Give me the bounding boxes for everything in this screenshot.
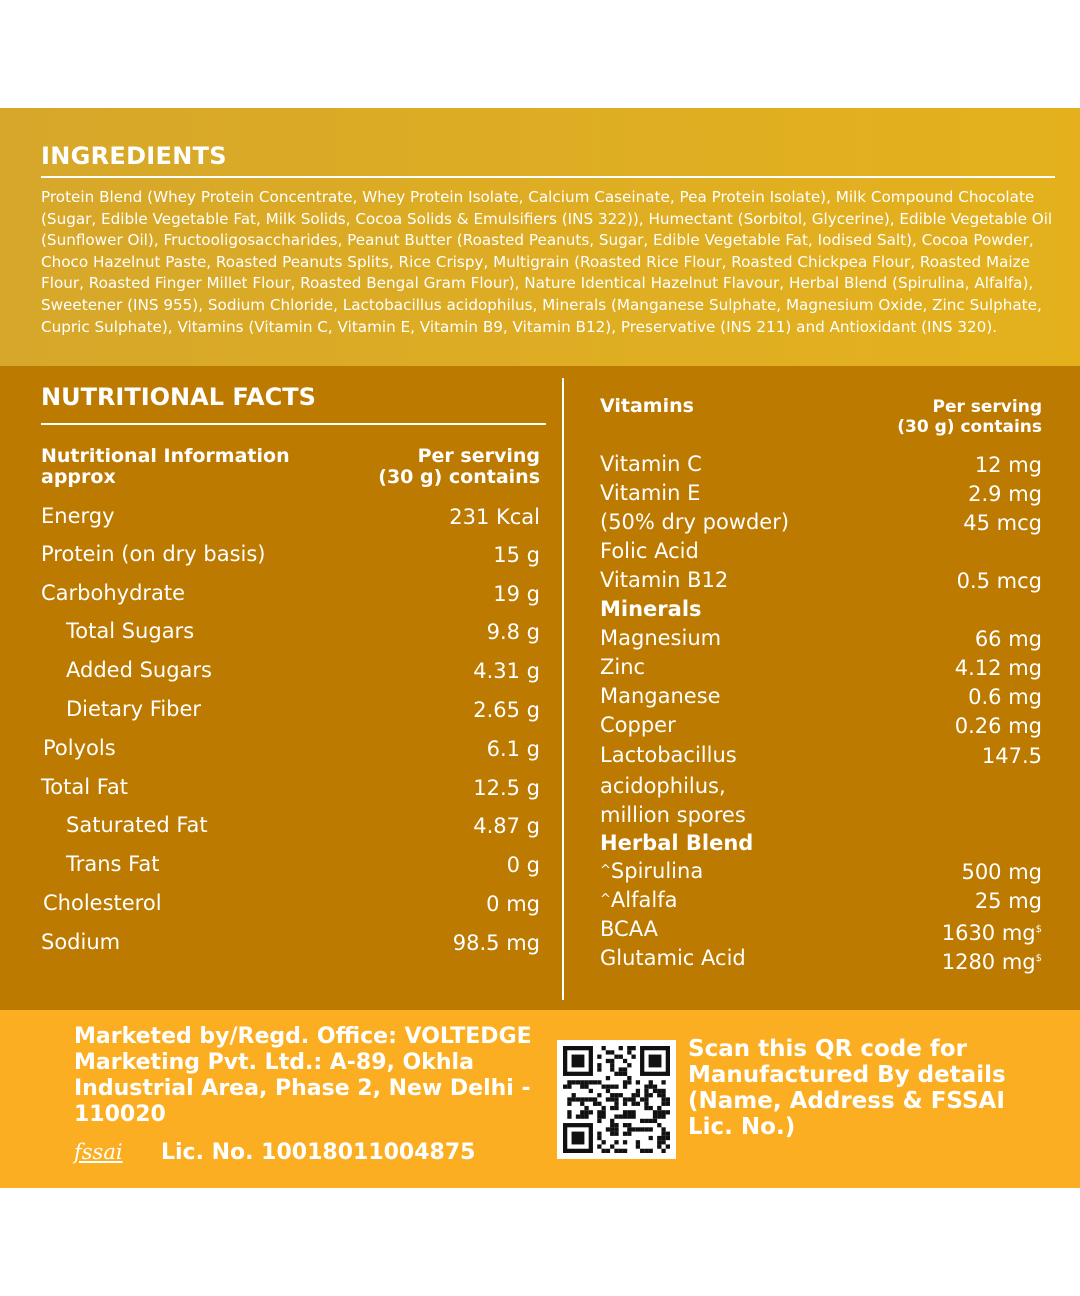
license-number: Lic. No. 10018011004875 [161,1140,476,1165]
nutrition-row-label: Energy [41,504,115,528]
dollar-mark: $ [1035,953,1042,964]
herbal-row-text: Glutamic Acid [600,946,746,970]
nutrition-row-value: 9.8 g [486,620,540,644]
nutrition-row-value: 15 g [493,543,540,567]
vitamin-row-value: 25 mg [974,889,1042,913]
herbal-row-text: Alfalfa [610,888,678,912]
vitamin-row-label: Vitamin C [600,452,702,476]
vitamin-row-value: 147.5 [981,744,1042,768]
nutrition-row-value: 98.5 mg [452,931,540,955]
nutrition-row-label: Carbohydrate [41,581,186,605]
vitamin-row-value: 1280 mg$ [941,950,1042,974]
vitamin-row-label: Vitamin E [600,481,701,505]
vitamin-row-value: 12 mg [974,453,1042,477]
vitamin-row-label: Folic Acid [600,539,699,563]
nutrition-header-label: Nutritional Information approx [41,445,290,488]
nutrition-row-value: 12.5 g [473,776,540,800]
vitamin-row-value: 0.5 mcg [956,569,1042,593]
vitamins-title: Vitamins [600,395,694,417]
nutrition-row-value: 231 Kcal [449,505,540,529]
qr-instruction-text: Scan this QR code for Manufactured By details (Name, Address & FSSAI Lic. No.) [688,1036,1006,1140]
nutritional-facts-title: NUTRITIONAL FACTS [41,383,316,411]
ingredients-underline [41,176,1055,178]
nutrition-row-value: 2.65 g [473,698,540,722]
vitamin-row-label: Copper [600,713,676,737]
nutrition-row-label: Dietary Fiber [66,697,202,721]
vitamin-row-value: 0.6 mg [968,685,1042,709]
nutrition-row-label: Polyols [43,736,116,760]
column-divider [562,378,564,1000]
vitamin-row-value: 500 mg [961,860,1042,884]
vitamin-row-value: 1630 mg$ [941,921,1042,945]
herbal-row-text: Spirulina [610,859,704,883]
nutrition-row-value: 4.31 g [473,659,540,683]
section-heading: Minerals [600,597,702,621]
ingredients-title: INGREDIENTS [41,142,227,170]
nutrition-row-label: Added Sugars [66,658,212,682]
nutrition-row-value: 19 g [493,582,540,606]
vitamin-row-label: million spores [600,803,746,827]
ingredients-text: Protein Blend (Whey Protein Concentrate, Whey Protein Isolate, Calcium Caseinate, Pea Protein Isolate), Milk Compound Chocolate (Sugar, Edible Vegetable Fat, Milk Solids, Cocoa Solids & Emulsifiers (INS 322)), Humectant (Sorbitol, Glycerine), Edible Vegetable Oil (Sunflower Oil), Fructooligosaccharides, Peanut Butter (Roasted Peanuts, Sugar, Edible Vegetable Fat, Iodised Salt), Cocoa Powder, Choco Hazelnut Paste, Roasted Peanuts Splits, Rice Crispy, Multigrain (Roasted Rice Flour, Roasted Chickpea Flour, Roasted Maize Flour, Roasted Finger Millet Flour, Roasted Bengal Gram Flour), Nature Identical Hazelnut Flavour, Herbal Blend (Spirulina, Alfalfa), Sweetener (INS 955), Sodium Chloride, Lactobacillus acidophilus, Minerals (Manganese Sulphate, Magnesium Oxide, Zinc Sulphate, Cupric Sulphate), Vitamins (Vitamin C, Vitamin E, Vitamin B9, Vitamin B12), Preservative (INS 211) and Antioxidant (INS 320). [41,188,1053,336]
nutrition-row-label: Trans Fat [66,852,160,876]
nutrition-header-value: Per serving (30 g) contains [378,445,540,488]
vitamin-row-label: Vitamin B12 [600,568,729,592]
vitamin-row-label: Manganese [600,684,721,708]
vitamin-row-label: Zinc [600,655,646,679]
nutrition-row-label: Total Sugars [66,619,195,643]
qr-code[interactable] [557,1040,676,1159]
vitamin-row-value: 2.9 mg [968,482,1042,506]
vitamin-row-label: Lactobacillus [600,743,737,767]
vitamin-row-label: Magnesium [600,626,722,650]
caret-mark: ^ [600,863,611,878]
nutrition-row-label: Sodium [41,930,121,954]
nutrition-row-value: 0 mg [486,892,540,916]
nutrition-row-label: Total Fat [41,775,128,799]
vitamin-row-label: (50% dry powder) [600,510,790,534]
vitamin-row-value: 0.26 mg [954,714,1042,738]
nutrition-row-value: 4.87 g [473,814,540,838]
vitamin-row-value: 4.12 mg [954,656,1042,680]
vitamin-row-value: 45 mcg [963,511,1042,535]
herbal-row-label [600,946,746,970]
nutrition-row-label: Cholesterol [43,891,162,915]
herbal-row-text: BCAA [600,917,659,941]
vitamin-row-value: 66 mg [974,627,1042,651]
herbal-row-label [600,859,703,883]
caret-mark: ^ [600,892,611,907]
herbal-row-label [600,888,677,912]
section-heading: Herbal Blend [600,831,754,855]
herbal-row-label [600,917,658,941]
fssai-logo: fssai [74,1140,123,1164]
vitamin-row-label: acidophilus, [600,774,726,798]
nutrition-row-value: 0 g [506,853,540,877]
qr-code-icon [563,1046,670,1153]
marketed-by-text: Marketed by/Regd. Office: VOLTEDGE Marketing Pvt. Ltd.: A-89, Okhla Industrial Area, Phase 2, New Delhi - 110020 [74,1024,532,1127]
nutritional-facts-underline [41,423,546,425]
nutrition-row-label: Saturated Fat [66,813,208,837]
vitamins-header-value: Per serving (30 g) contains [897,397,1042,437]
dollar-mark: $ [1035,924,1042,935]
nutrition-row-value: 6.1 g [486,737,540,761]
nutrition-row-label: Protein (on dry basis) [41,542,266,566]
